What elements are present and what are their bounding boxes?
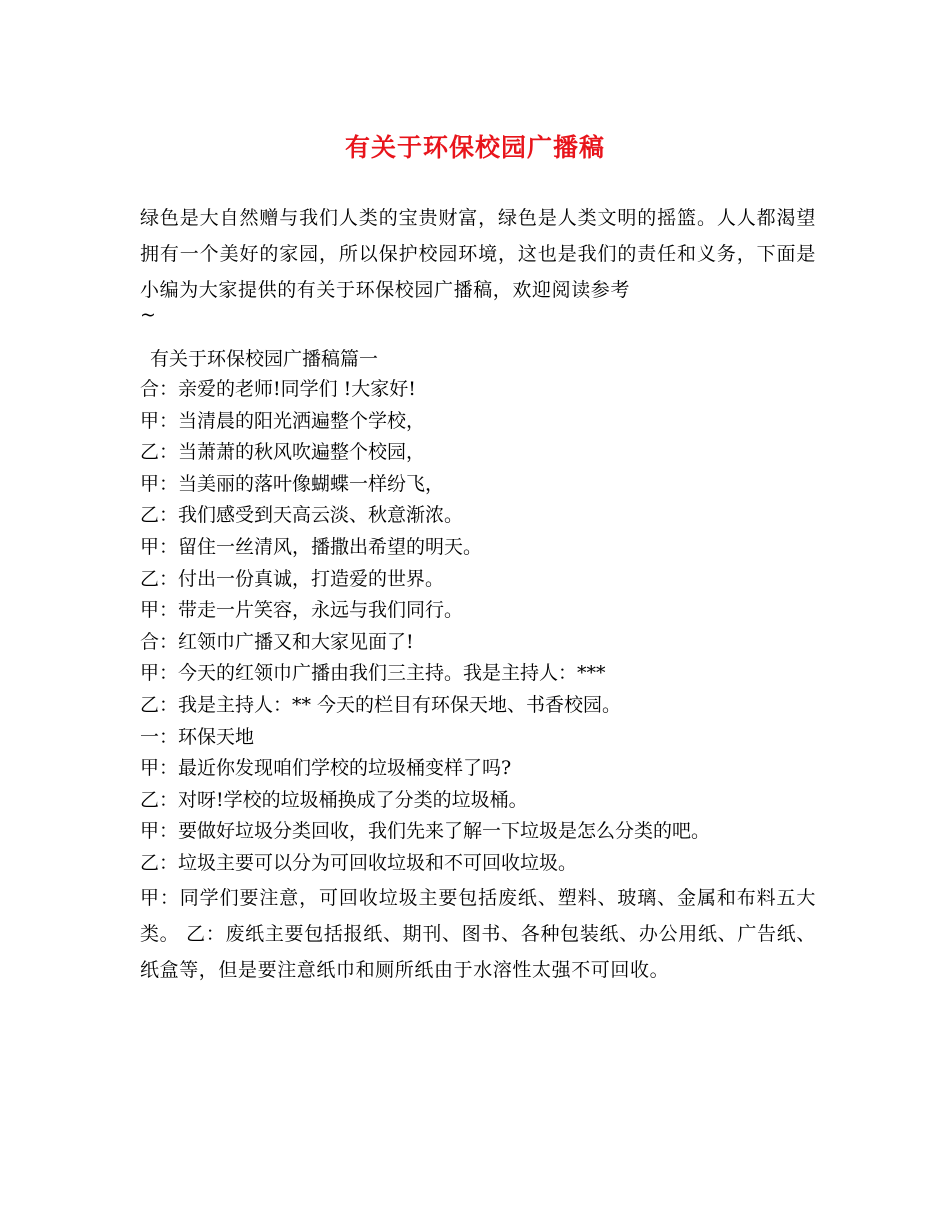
script-line: 乙：付出一份真诚，打造爱的世界。: [140, 567, 445, 590]
document-body: [140, 200, 816, 988]
script-line: 甲：今天的红领巾广播由我们三主持。我是主持人：***: [140, 662, 606, 685]
script-line: 乙：对呀!学校的垃圾桶换成了分类的垃圾桶。: [140, 788, 528, 811]
script-line: 甲：当美丽的落叶像蝴蝶一样纷飞，: [140, 472, 445, 495]
section-heading: 有关于环保校园广播稿篇一: [150, 348, 379, 370]
script-line: 乙：我们感受到天高云淡、秋意渐浓。: [140, 504, 464, 527]
script-lines: [140, 374, 816, 880]
document-title: 有关于环保校园广播稿: [344, 133, 605, 162]
intro-paragraph: 绿色是大自然赠与我们人类的宝贵财富，绿色是人类文明的摇篮。人人都渴望拥有一个美好的家园，所以保护校园环境，这也是我们的责任和义务，下面是小编为大家提供的有关于环保校园广播稿，欢迎阅读参考: [140, 207, 816, 301]
script-line: 甲：要做好垃圾分类回收，我们先来了解一下垃圾是怎么分类的吧。: [140, 820, 711, 843]
script-line: 乙：垃圾主要可以分为可回收垃圾和不可回收垃圾。: [140, 851, 578, 874]
script-line: 合：红领巾广播又和大家见面了!: [140, 630, 414, 653]
script-line: 甲：最近你发现咱们学校的垃圾桶变样了吗?: [140, 757, 512, 780]
script-line: 乙：当萧萧的秋风吹遍整个校园，: [140, 441, 426, 464]
intro-tail: ~: [140, 304, 156, 326]
script-line: 甲：留住一丝清风，播撒出希望的明天。: [140, 535, 483, 558]
script-line: 一：环保天地: [140, 725, 255, 748]
script-line: 甲：带走一片笑容，永远与我们同行。: [140, 599, 464, 622]
script-line: 乙：我是主持人：** 今天的栏目有环保天地、书香校园。: [140, 693, 622, 716]
closing-paragraph: 甲：同学们要注意，可回收垃圾主要包括废纸、塑料、玻璃、金属和布料五大类。 乙：废纸主要包括报纸、期刊、图书、各种包装纸、办公用纸、广告纸、纸盒等，但是要注意纸巾和厕所纸由于水溶性太强不可回收。: [140, 886, 816, 981]
script-line: 合：亲爱的老师!同学们 !大家好!: [140, 378, 416, 400]
script-line: 甲：当清晨的阳光洒遍整个学校，: [140, 409, 426, 432]
